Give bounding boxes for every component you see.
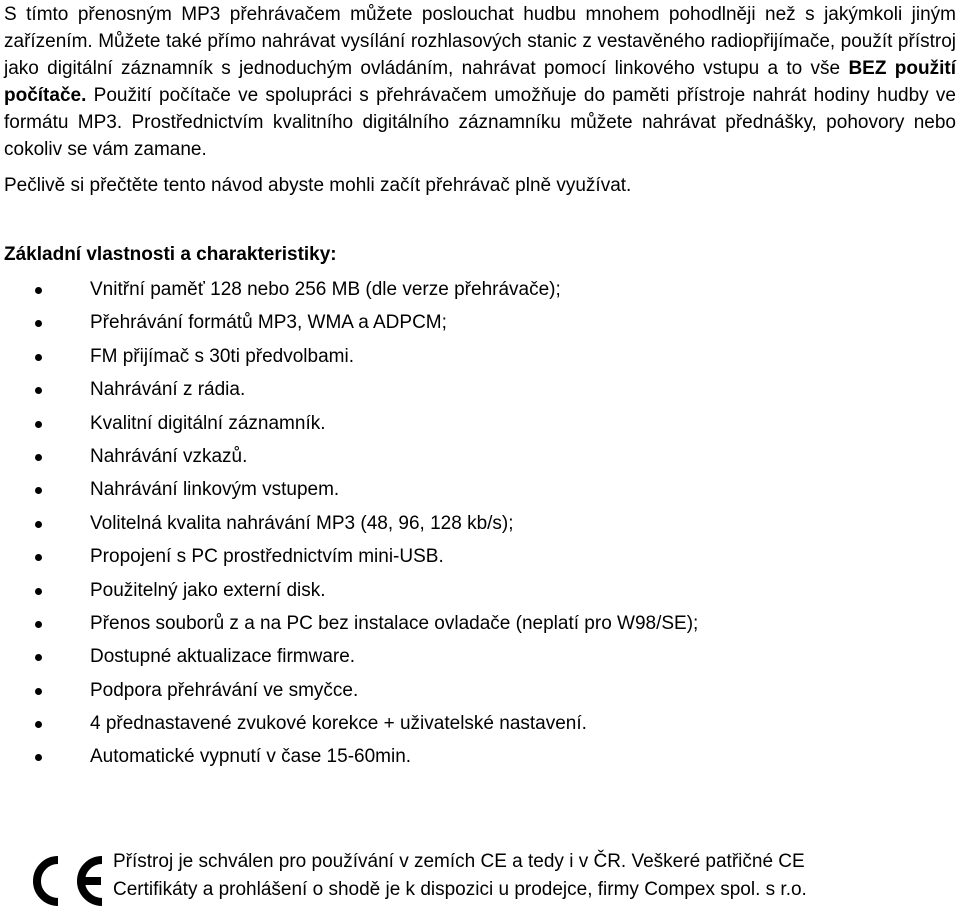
bullet-icon xyxy=(35,387,42,394)
feature-item-text: Použitelný jako externí disk. xyxy=(90,579,326,601)
features-title: Základní vlastnosti a charakteristiky: xyxy=(4,244,337,265)
intro-text-2: Použití počítače ve spolupráci s přehrávačem umožňuje do paměti přístroje nahrát hodiny hudby ve formátu MP3. Prostřednictvím kvalitního digitálního záznamníku můžete nahrávat přednášky, pohovory nebo cokoliv se vám zamane. xyxy=(4,85,956,160)
bullet-icon xyxy=(35,754,42,761)
bullet-icon xyxy=(35,688,42,695)
intro-paragraph xyxy=(4,0,956,163)
feature-item xyxy=(4,473,956,506)
feature-item xyxy=(4,273,956,306)
document-page xyxy=(4,0,956,774)
feature-item xyxy=(4,607,956,640)
bullet-icon xyxy=(35,287,42,294)
feature-item xyxy=(4,640,956,673)
feature-item-text: Nahrávání z rádia. xyxy=(90,379,246,401)
feature-item-text: 4 přednastavené zvukové korekce + uživatelské nastavení. xyxy=(90,713,587,735)
intro-text-1: S tímto přenosným MP3 přehrávačem můžete poslouchat hudbu mnohem pohodlněji než s jakýmkoli jiným zařízením. Můžete také přímo nahrávat vysílání rozhlasových stanic z vestavěného radiopřijímače, použít přístroj jako digitální záznamník s jednoduchým ovládáním, nahrávat pomocí linkového vstupu a to vše xyxy=(4,4,956,79)
read-carefully-note: Pečlivě si přečtěte tento návod abyste mohli začít přehrávač plně využívat. xyxy=(4,175,632,196)
ce-statement xyxy=(113,848,807,904)
bullet-icon xyxy=(35,320,42,327)
feature-item xyxy=(4,707,956,740)
feature-item xyxy=(4,440,956,473)
bullet-icon xyxy=(35,654,42,661)
feature-item xyxy=(4,674,956,707)
feature-item-text: Přehrávání formátů MP3, WMA a ADPCM; xyxy=(90,312,447,334)
feature-item xyxy=(4,540,956,573)
feature-item xyxy=(4,407,956,440)
feature-item-text: Nahrávání vzkazů. xyxy=(90,445,248,467)
feature-item-text: Vnitřní paměť 128 nebo 256 MB (dle verze přehrávače); xyxy=(90,279,561,300)
bullet-icon xyxy=(35,721,42,728)
feature-item xyxy=(4,306,956,339)
bullet-icon xyxy=(35,588,42,595)
feature-item xyxy=(4,340,956,373)
bullet-icon xyxy=(35,554,42,561)
feature-item-text: Automatické vypnutí v čase 15-60min. xyxy=(90,746,412,768)
bullet-icon xyxy=(35,354,42,361)
feature-item-text: Přenos souborů z a na PC bez instalace ovladače (neplatí pro W98/SE); xyxy=(90,612,699,634)
features-list xyxy=(4,273,956,774)
bullet-icon xyxy=(35,421,42,428)
ce-certification xyxy=(0,848,952,908)
feature-item xyxy=(4,373,956,406)
feature-item-text: Kvalitní digitální záznamník. xyxy=(90,412,326,434)
bullet-icon xyxy=(35,454,42,461)
feature-item-text: Volitelná kvalita nahrávání MP3 (48, 96, 128 kb/s); xyxy=(90,512,514,534)
bullet-icon xyxy=(35,521,42,528)
bullet-icon xyxy=(35,621,42,628)
feature-item-text: Dostupné aktualizace firmware. xyxy=(90,646,356,668)
ce-mark-icon xyxy=(30,856,114,906)
feature-item-text: Podpora přehrávání ve smyčce. xyxy=(90,679,359,701)
feature-item-text: FM přijímač s 30ti předvolbami. xyxy=(90,345,354,367)
bullet-icon xyxy=(35,487,42,494)
feature-item xyxy=(4,740,956,773)
feature-item-text: Nahrávání linkovým vstupem. xyxy=(90,479,340,501)
ce-line-1: Přístroj je schválen pro používání v zemích CE a tedy i v ČR. Veškeré patřičné CE xyxy=(113,851,805,872)
ce-line-2: Certifikáty a prohlášení o shodě je k dispozici u prodejce, firmy Compex spol. s r.o. xyxy=(113,879,807,900)
intro-bold-text: BEZ použití počítače. xyxy=(4,58,956,106)
feature-item xyxy=(4,507,956,540)
feature-item xyxy=(4,574,956,607)
feature-item-text: Propojení s PC prostřednictvím mini-USB. xyxy=(90,546,444,568)
